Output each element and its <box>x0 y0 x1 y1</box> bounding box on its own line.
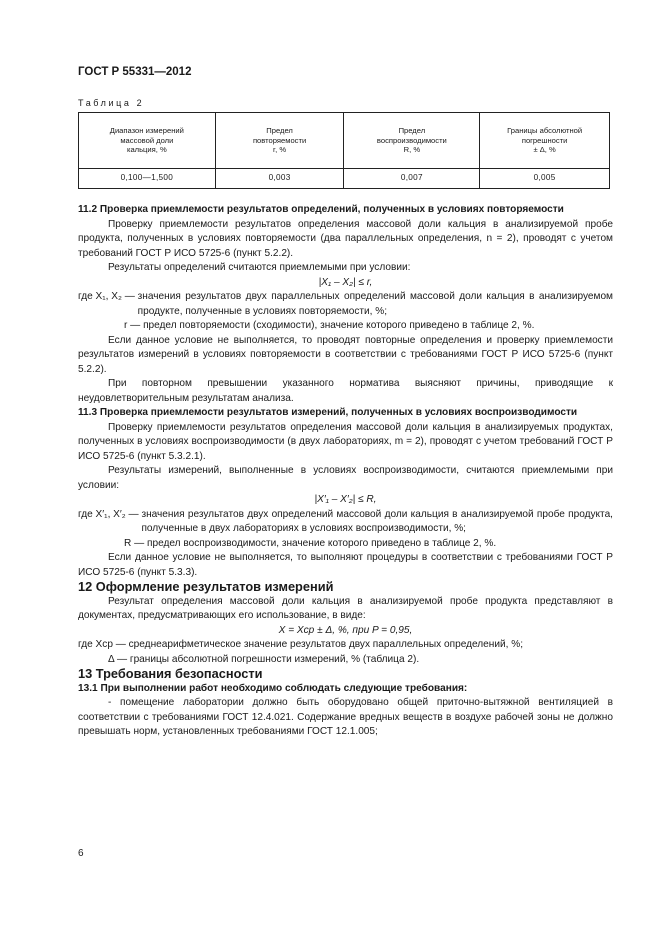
table-2 <box>78 112 610 189</box>
formula-reproducibility: |X′₁ – X′₂| ≤ R, <box>314 494 377 505</box>
subsection-title-11-2: 11.2 Проверка приемлемости результатов определений, полученных в условиях повторяемости <box>78 204 564 215</box>
where-label: где X₁, X₂ — <box>78 291 135 302</box>
column-header-range: Диапазон измерений массовой доли кальция, % <box>79 113 216 169</box>
document-body <box>78 197 613 740</box>
paragraph: Если данное условие не выполняется, то проводят повторные определения и проверку приемлемости результатов измерений в условиях повторяемости в соответствии с требованиями ГОСТ Р ИСО 5725-6 (пункт 5.2.2). <box>78 334 613 375</box>
subsection-title-13-1: 13.1 При выполнении работ необходимо соблюдать следующие требования: <box>78 682 468 694</box>
table-cell: 0,005 <box>480 169 610 189</box>
where-clause: R — предел воспроизводимости, значение которого приведено в таблице 2, %. <box>124 537 497 549</box>
column-header-repeatability: Предел повторяемости r, % <box>215 113 344 169</box>
paragraph: Проверку приемлемости результатов определения массовой доли кальция в анализируемых продуктах, полученных в условиях воспроизводимости (в двух лабораториях, m = 2), проводят с учетом требований ГОСТ Р ИСО 5725-6 (пункт 5.3.2.1). <box>78 421 613 462</box>
table-caption: Таблица 2 <box>78 98 145 108</box>
column-header-error-limits: Границы абсолютной погрешности ± Δ, % <box>480 113 610 169</box>
where-label: где X′₁, X′₂ — <box>78 508 139 520</box>
paragraph: Проверку приемлемости результатов определения массовой доли кальция в анализируемой пробе продукта, полученных в условиях повторяемости (два параллельных определения, n = 2), проводят с учетом требований ГОСТ Р ИСО 5725-6 (пункт 5.2.2). <box>78 218 613 259</box>
page-number: 6 <box>78 848 84 859</box>
paragraph: При повторном превышении указанного норматива выясняют причины, приводящие к неудовлетворительным результатам анализа. <box>78 378 613 404</box>
section-title-13: 13 Требования безопасности <box>78 666 263 681</box>
formula-repeatability: |X₁ – X₂| ≤ r, <box>318 276 373 288</box>
table-cell: 0,003 <box>215 169 344 189</box>
section-title-12: 12 Оформление результатов измерений <box>78 579 334 594</box>
where-clause: r — предел повторяемости (сходимости), значение которого приведено в таблице 2, %. <box>124 320 535 331</box>
where-clause: где Xср — среднеарифметическое значение результатов двух параллельных определений, %; <box>78 639 523 650</box>
table-cell: 0,100—1,500 <box>79 169 216 189</box>
table-row <box>79 169 610 189</box>
formula-result: X = Xср ± Δ, %, при P = 0,95, <box>278 624 413 636</box>
where-text: значения результатов двух параллельных определений массовой доли кальция в анализируемом продукте, полученные в условиях повторяемости, %; <box>137 291 613 317</box>
list-item: - помещение лаборатории должно быть оборудовано общей приточно-вытяжной вентиляцией в соответствии с требованиями ГОСТ 12.4.021. Содержание вредных веществ в воздухе рабочей зоны не должно превышать норм, установленных требованиями ГОСТ 12.1.005; <box>78 697 613 737</box>
column-header-reproducibility: Предел воспроизводимости R, % <box>344 113 480 169</box>
where-text: значения результатов двух определений массовой доли кальция в анализируемой пробе продукта, полученные в двух лабораториях в условиях воспроизводимости, %; <box>141 508 613 534</box>
where-clause <box>78 508 613 537</box>
paragraph: Результаты определений считаются приемлемыми при условии: <box>108 262 411 273</box>
subsection-title-11-3: 11.3 Проверка приемлемости результатов измерений, полученных в условиях воспроизводимости <box>78 407 578 418</box>
where-clause: Δ — границы абсолютной погрешности измерений, % (таблица 2). <box>108 653 420 665</box>
paragraph: Если данное условие не выполняется, то выполняют процедуры в соответствии с требованиями ГОСТ Р ИСО 5725-6 (пункт 5.3.3). <box>78 552 613 578</box>
standard-header: ГОСТ Р 55331—2012 <box>78 66 192 78</box>
paragraph: Результаты измерений, выполненные в условиях воспроизводимости, считаются приемлемыми при условии: <box>78 465 613 491</box>
paragraph: Результат определения массовой доли кальция в анализируемой пробе продукта представляют в документах, предусматривающих его использование, в виде: <box>78 595 613 621</box>
where-clause <box>78 290 613 319</box>
table-cell: 0,007 <box>344 169 480 189</box>
table-header-row <box>79 113 610 169</box>
